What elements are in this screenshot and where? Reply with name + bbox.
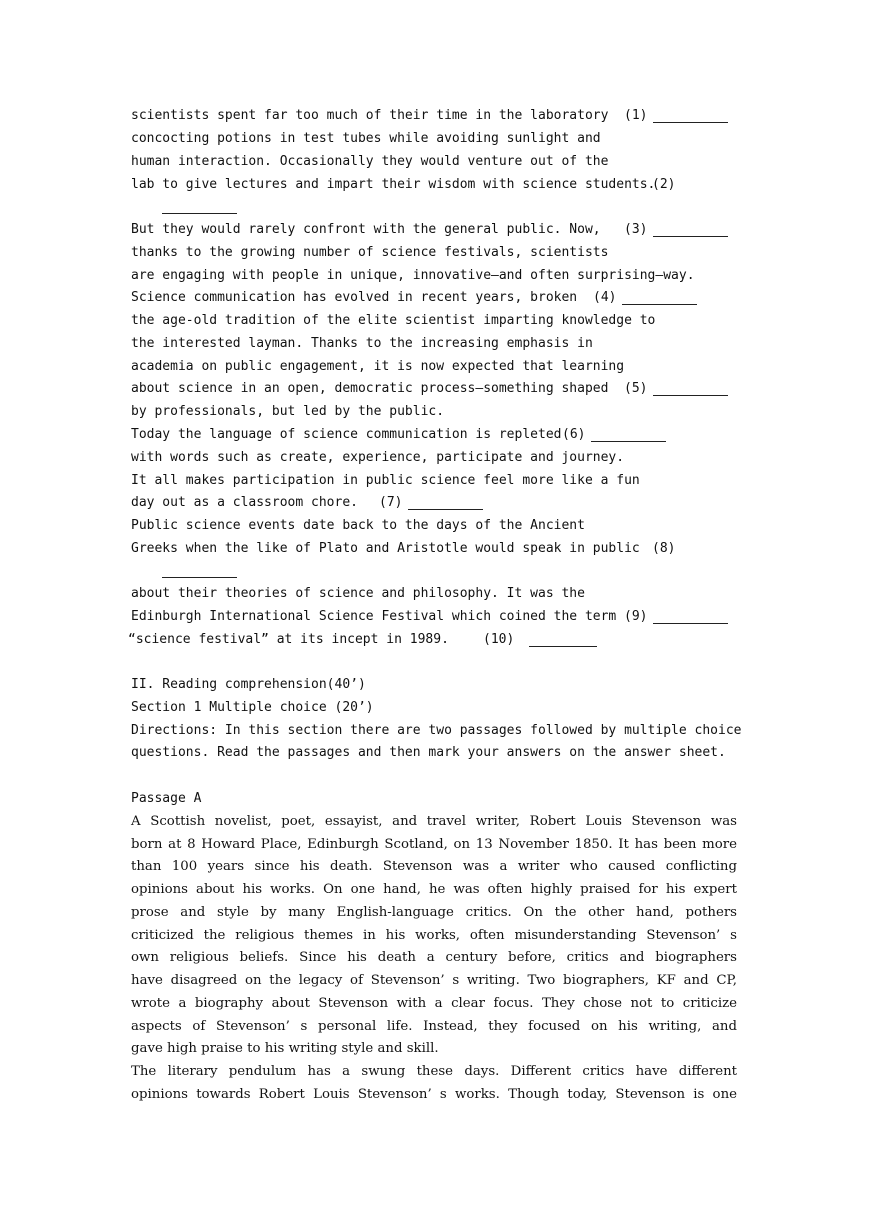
cloze-line: lab to give lectures and impart their wisdom with science students. xyxy=(131,177,656,192)
passage-line: than 100 years since his death. Stevenson was a writer who caused conflicting xyxy=(131,859,737,874)
directions-line: questions. Read the passages and then mark your answers on the answer sheet. xyxy=(131,745,726,760)
cloze-line: academia on public engagement, it is now expected that learning xyxy=(131,359,625,374)
cloze-line: concocting potions in test tubes while avoiding sunlight and xyxy=(131,131,601,146)
answer-blank[interactable] xyxy=(162,577,237,578)
cloze-line: thanks to the growing number of science festivals, scientists xyxy=(131,245,609,260)
cloze-line: But they would rarely confront with the general public. Now, xyxy=(131,222,601,237)
cloze-line: human interaction. Occasionally they would venture out of the xyxy=(131,154,609,169)
cloze-line: are engaging with people in unique, innovative—and often surprising—way. xyxy=(131,268,695,283)
cloze-line: It all makes participation in public science feel more like a fun xyxy=(131,473,640,488)
passage-title: Passage A xyxy=(131,791,202,806)
cloze-line: about science in an open, democratic process—something shaped xyxy=(131,381,609,396)
cloze-line: the age-old tradition of the elite scientist imparting knowledge to xyxy=(131,313,656,328)
answer-blank[interactable] xyxy=(162,213,237,214)
directions-line: Directions: In this section there are two passages followed by multiple choice xyxy=(131,723,742,738)
answer-blank[interactable] xyxy=(653,623,728,624)
passage-line: aspects of Stevenson’ s personal life. Instead, they focused on his writing, and xyxy=(131,1019,737,1034)
passage-line: criticized the religious themes in his works, often misunderstanding Stevenson’ s xyxy=(131,928,737,943)
cloze-line: about their theories of science and philosophy. It was the xyxy=(131,586,585,601)
blank-number: (3) xyxy=(624,222,648,237)
passage-line: prose and style by many English-language critics. On the other hand, pothers xyxy=(131,905,737,920)
passage-line: opinions about his works. On one hand, he was often highly praised for his expert xyxy=(131,882,737,897)
passage-line: opinions towards Robert Louis Stevenson’ s works. Though today, Stevenson is one xyxy=(131,1087,737,1102)
passage-line: have disagreed on the legacy of Stevenson’ s writing. Two biographers, KF and CP, xyxy=(131,973,737,988)
blank-number: (1) xyxy=(624,108,648,123)
blank-number: (10) xyxy=(483,632,515,647)
cloze-line: Public science events date back to the days of the Ancient xyxy=(131,518,585,533)
answer-blank[interactable] xyxy=(408,509,483,510)
blank-number: (7) xyxy=(379,495,403,510)
answer-blank[interactable] xyxy=(529,646,597,647)
answer-blank[interactable] xyxy=(653,122,728,123)
cloze-line: Today the language of science communication is repleted xyxy=(131,427,562,442)
passage-line: wrote a biography about Stevenson with a clear focus. They chose not to criticize xyxy=(131,996,737,1011)
answer-blank[interactable] xyxy=(653,236,728,237)
blank-number: (5) xyxy=(624,381,648,396)
passage-line: born at 8 Howard Place, Edinburgh Scotland, on 13 November 1850. It has been more xyxy=(131,837,737,852)
blank-number: (9) xyxy=(624,609,648,624)
passage-line: A Scottish novelist, poet, essayist, and travel writer, Robert Louis Stevenson was xyxy=(131,814,737,829)
cloze-line: scientists spent far too much of their time in the laboratory xyxy=(131,108,609,123)
cloze-line: “science festival” at its incept in 1989. xyxy=(128,632,449,647)
cloze-line: Edinburgh International Science Festival which coined the term xyxy=(131,609,617,624)
passage-line: own religious beliefs. Since his death a century before, critics and biographers xyxy=(131,950,737,965)
blank-number: (8) xyxy=(652,541,676,556)
cloze-line: the interested layman. Thanks to the increasing emphasis in xyxy=(131,336,593,351)
cloze-line: day out as a classroom chore. xyxy=(131,495,358,510)
cloze-line: Greeks when the like of Plato and Aristotle would speak in public xyxy=(131,541,640,556)
passage-line: The literary pendulum has a swung these days. Different critics have different xyxy=(131,1064,737,1079)
subsection-heading: Section 1 Multiple choice (20’) xyxy=(131,700,374,715)
cloze-line: Science communication has evolved in recent years, broken xyxy=(131,290,578,305)
passage-line: gave high praise to his writing style and skill. xyxy=(131,1041,439,1056)
cloze-line: by professionals, but led by the public. xyxy=(131,404,445,419)
section-heading: II. Reading comprehension(40’) xyxy=(131,677,366,692)
cloze-line: with words such as create, experience, participate and journey. xyxy=(131,450,625,465)
blank-number: (6) xyxy=(562,427,586,442)
answer-blank[interactable] xyxy=(622,304,697,305)
answer-blank[interactable] xyxy=(653,395,728,396)
answer-blank[interactable] xyxy=(591,441,666,442)
blank-number: (2) xyxy=(652,177,676,192)
blank-number: (4) xyxy=(593,290,617,305)
